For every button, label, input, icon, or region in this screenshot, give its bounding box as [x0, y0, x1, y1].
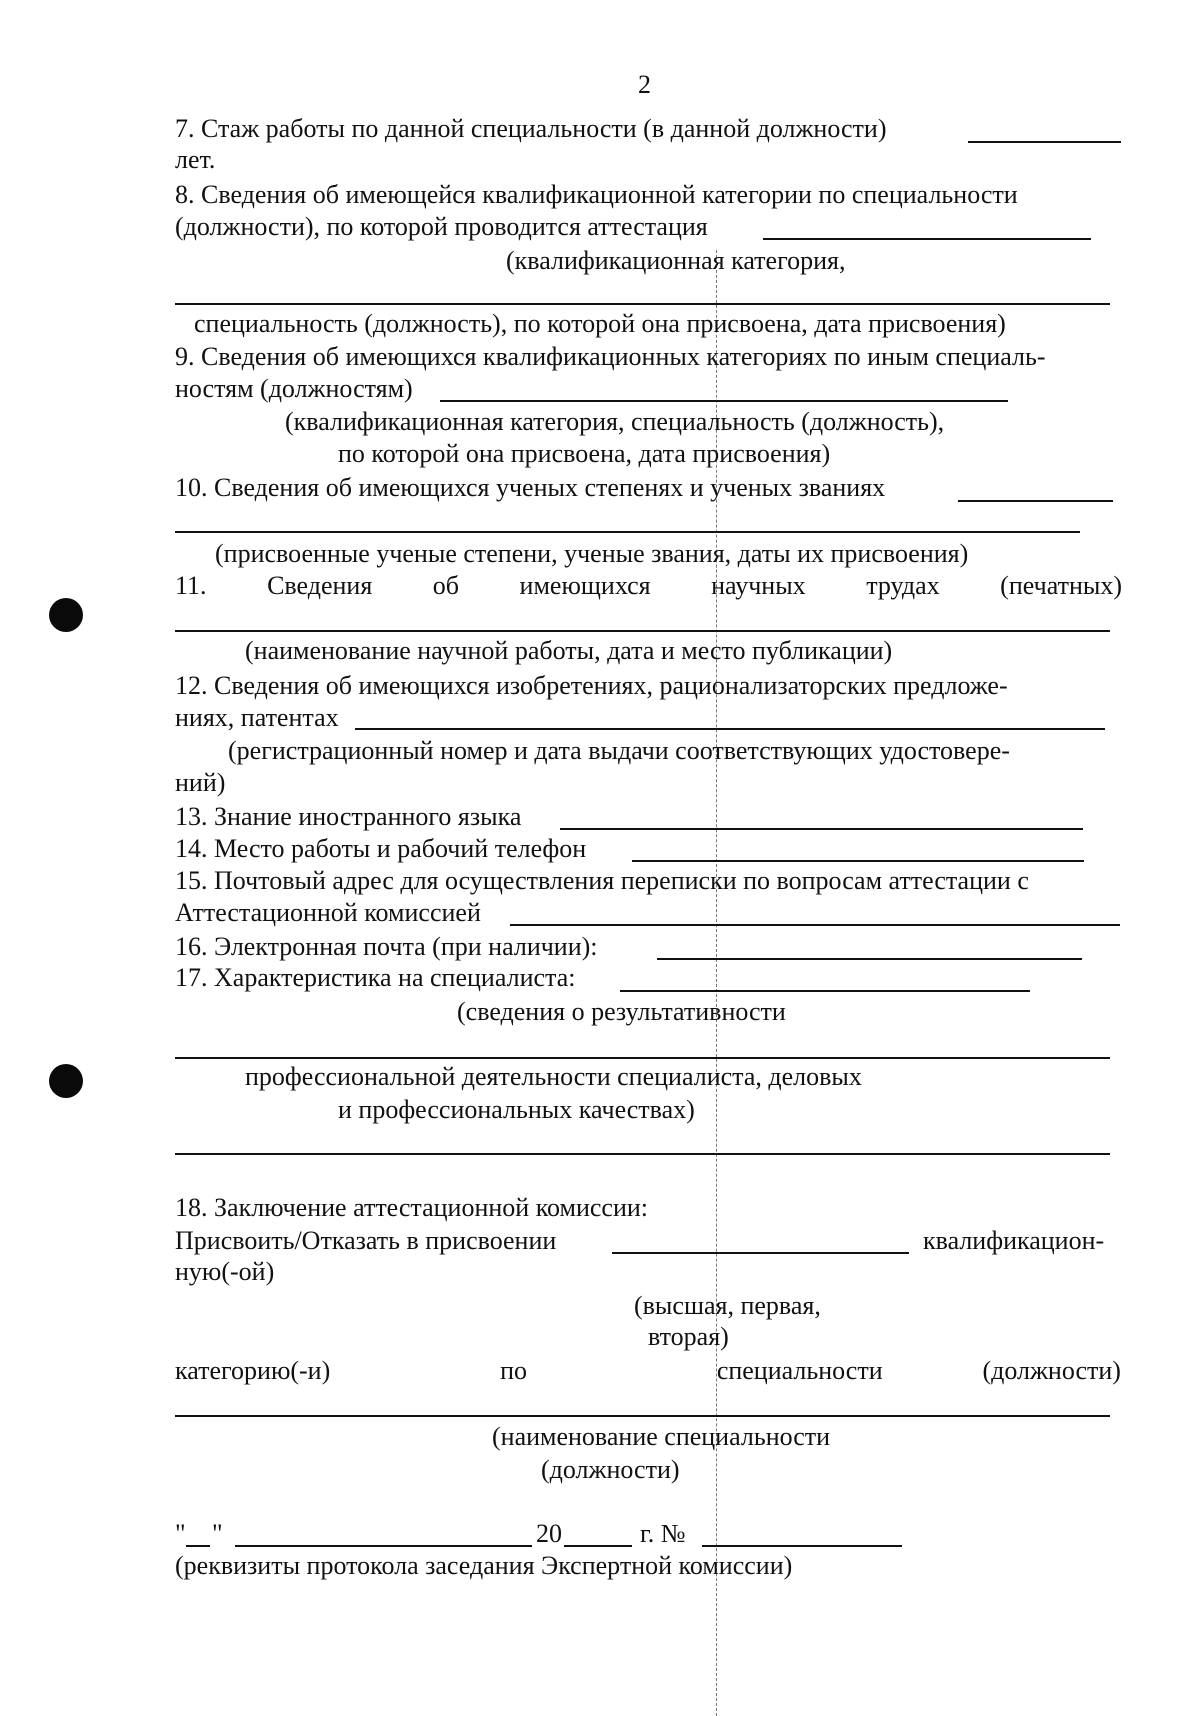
- item-8-text-cont: (должности), по которой проводится аттестация: [175, 212, 708, 241]
- item-12-text-cont: ниях, патентах: [175, 703, 339, 732]
- punch-hole-bottom: [49, 1064, 83, 1098]
- item-14-text: 14. Место работы и рабочий телефон: [175, 834, 587, 863]
- protocol-number-blank[interactable]: [702, 1545, 902, 1547]
- item-12-text: 12. Сведения об имеющихся изобретениях, рационализаторских предложе-: [175, 671, 1008, 700]
- item-8-hint-cont: специальность (должность), по которой она присвоена, дата присвоения): [194, 309, 1006, 338]
- item-9-blank[interactable]: [440, 400, 1008, 402]
- item-9-text-cont: ностям (должностям): [175, 374, 413, 403]
- punch-hole-top: [49, 598, 83, 632]
- item-15-text-cont: Аттестационной комиссией: [175, 898, 481, 927]
- item-11-word: Сведения: [267, 571, 373, 600]
- item-16-blank[interactable]: [657, 958, 1082, 960]
- date-quote-open: ": [175, 1519, 186, 1548]
- item-14-blank[interactable]: [632, 860, 1084, 862]
- item-18-word: специальности: [716, 1356, 883, 1385]
- item-18-specialty-text: [175, 1356, 1121, 1386]
- item-18-specialty-blank[interactable]: [175, 1415, 1110, 1417]
- item-18-word: категорию(-и): [175, 1356, 331, 1385]
- item-8-hint: (квалификационная категория,: [506, 246, 846, 275]
- protocol-hint: (реквизиты протокола заседания Экспертной комиссии): [175, 1551, 793, 1580]
- item-18-word: (должности): [982, 1356, 1121, 1385]
- item-9-hint: (квалификационная категория, специальность (должность),: [285, 407, 945, 436]
- item-12-hint: (регистрационный номер и дата выдачи соответствующих удостовере-: [228, 736, 1010, 765]
- item-10-text: 10. Сведения об имеющихся ученых степенях и ученых званиях: [175, 473, 886, 502]
- item-18-word: по: [500, 1356, 527, 1385]
- item-12-blank[interactable]: [355, 728, 1105, 730]
- item-17-hint-cont: профессиональной деятельности специалиста, деловых: [245, 1062, 862, 1091]
- item-18-assign-text: Присвоить/Отказать в присвоении: [175, 1226, 557, 1255]
- item-8-blank-line2[interactable]: [175, 303, 1110, 305]
- item-13-blank[interactable]: [560, 828, 1083, 830]
- item-11-word: трудах: [866, 571, 940, 600]
- item-10-blank-line2[interactable]: [175, 531, 1080, 533]
- item-17-blank-line2[interactable]: [175, 1057, 1110, 1059]
- item-18-hint-specialty-cont: (должности): [541, 1455, 680, 1484]
- item-9-text: 9. Сведения об имеющихся квалификационных категориях по иным специаль-: [175, 342, 1046, 371]
- item-10-blank[interactable]: [958, 500, 1113, 502]
- scan-fold-line: [716, 250, 717, 1716]
- item-15-text: 15. Почтовый адрес для осуществления переписки по вопросам аттестации с: [175, 866, 1029, 895]
- item-11-word: (печатных): [1000, 571, 1122, 600]
- page-number: 2: [638, 70, 651, 99]
- item-11-text: [175, 571, 1122, 601]
- item-11-word: об: [432, 571, 460, 600]
- item-17-hint: (сведения о результативности: [457, 997, 786, 1026]
- item-15-blank[interactable]: [510, 924, 1120, 926]
- item-11-blank[interactable]: [175, 630, 1110, 632]
- item-9-hint-cont: по которой она присвоена, дата присвоения): [338, 439, 831, 468]
- item-11-hint: (наименование научной работы, дата и место публикации): [245, 636, 893, 665]
- item-12-hint-cont: ний): [175, 768, 226, 797]
- item-11-word: имеющихся: [519, 571, 651, 600]
- item-7-blank[interactable]: [968, 141, 1121, 143]
- item-11-word: 11.: [175, 571, 207, 600]
- item-18-text-cont: ную(-ой): [175, 1257, 275, 1286]
- item-7-text: 7. Стаж работы по данной специальности (в данной должности): [175, 114, 887, 143]
- item-18-hint-cont: вторая): [648, 1322, 729, 1351]
- date-day-blank[interactable]: [186, 1545, 210, 1547]
- date-year-blank[interactable]: [564, 1545, 632, 1547]
- item-11-word: научных: [711, 571, 806, 600]
- item-17-blank-line3[interactable]: [175, 1153, 1110, 1155]
- item-18-hint: (высшая, первая,: [634, 1291, 821, 1320]
- item-16-text: 16. Электронная почта (при наличии):: [175, 932, 598, 961]
- item-18-text: 18. Заключение аттестационной комиссии:: [175, 1193, 649, 1222]
- protocol-number-label: г. №: [640, 1519, 686, 1548]
- item-17-blank[interactable]: [620, 990, 1030, 992]
- item-10-hint: (присвоенные ученые степени, ученые звания, даты их присвоения): [215, 539, 969, 568]
- item-13-text: 13. Знание иностранного языка: [175, 802, 522, 831]
- item-17-hint-cont: и профессиональных качествах): [338, 1095, 695, 1124]
- date-month-blank[interactable]: [235, 1545, 532, 1547]
- item-18-category-blank[interactable]: [612, 1252, 909, 1254]
- date-quote-close: ": [212, 1519, 223, 1548]
- item-8-text: 8. Сведения об имеющейся квалификационной категории по специальности: [175, 180, 1018, 209]
- item-17-text: 17. Характеристика на специалиста:: [175, 963, 576, 992]
- date-year-prefix: 20: [536, 1519, 562, 1548]
- item-18-assign-text-end: квалификацион-: [923, 1226, 1105, 1255]
- item-7-text-cont: лет.: [175, 145, 216, 174]
- item-8-blank[interactable]: [763, 238, 1091, 240]
- item-18-hint-specialty: (наименование специальности: [492, 1422, 831, 1451]
